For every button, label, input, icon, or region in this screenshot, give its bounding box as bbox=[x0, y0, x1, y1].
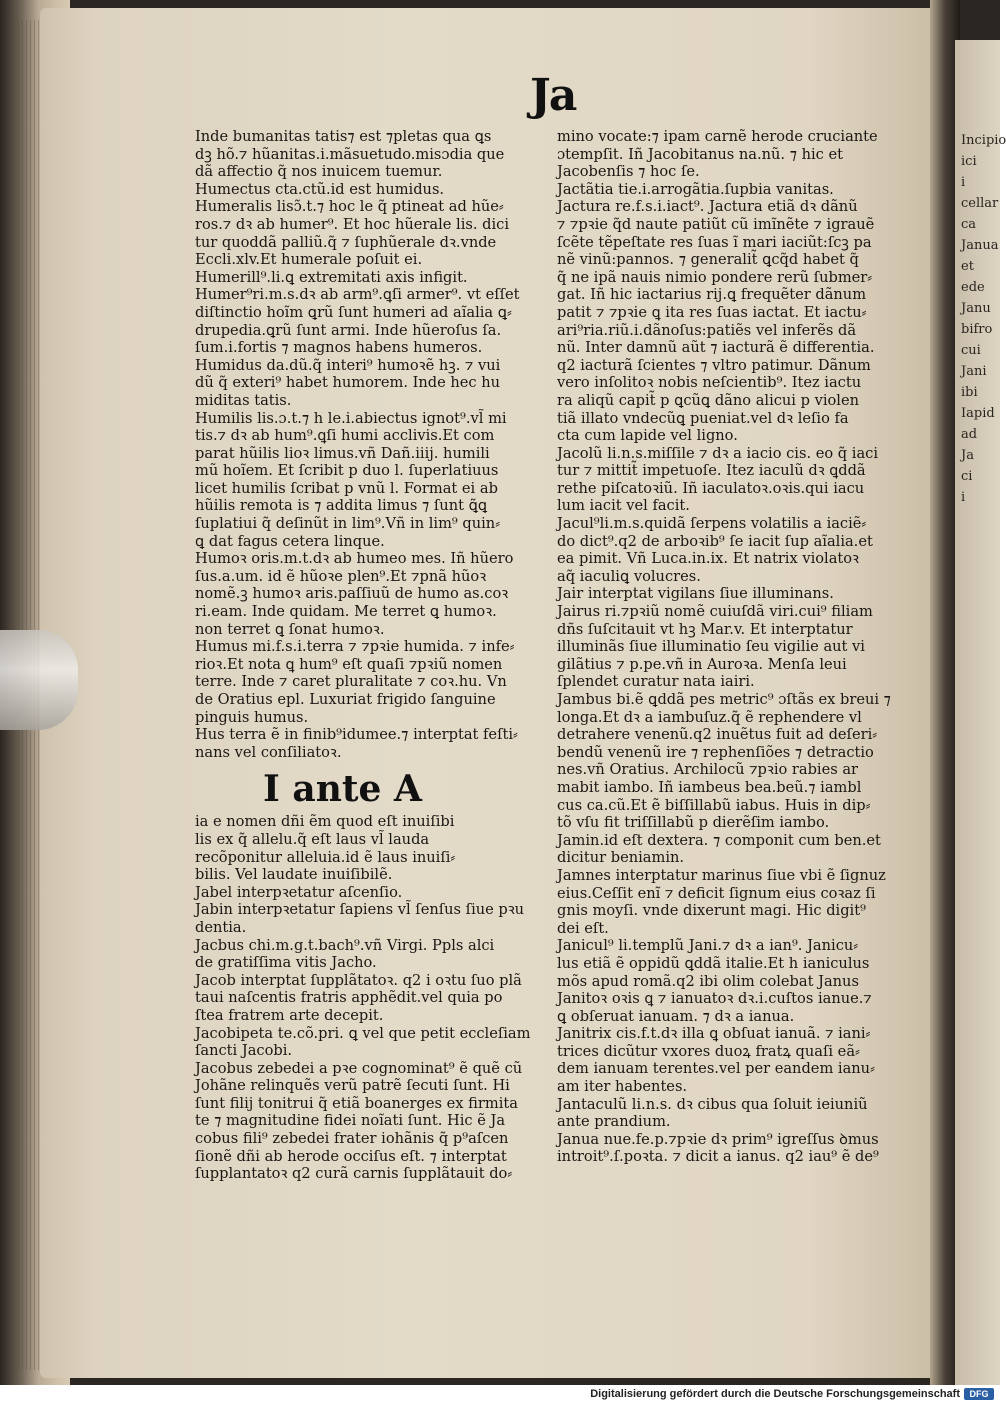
text-line: diſtinctio hoĩm ꝗrũ ſunt humeri ad aĩalia ꝗ⸗ bbox=[195, 303, 512, 321]
text-line: trices dicũtur vxores duoꝝ fratꝝ quaſi eã⸗ bbox=[557, 1042, 860, 1060]
text-line: nes.vñ Oratius. Archilocũ ⁊pꝛio rabies ar bbox=[557, 761, 859, 779]
text-line: hũilis remota is ⁊ addita limus ⁊ ſunt ꝗ̃ꝗ bbox=[195, 497, 488, 515]
text-line: am iter habentes. bbox=[557, 1078, 688, 1096]
facing-page-fragment: ca bbox=[961, 217, 977, 232]
text-line: Humus mi.f.s.i.terra ⁊ ⁊pꝛie humida. ⁊ infe⸗ bbox=[195, 638, 515, 656]
text-line: ſuplatiui q̃ deſinũt in lim⁹.Vñ in lim⁹ quin⸗ bbox=[195, 515, 501, 533]
text-line: Humeralis lisɔ̃.t.⁊ hoc le q̃ ptineat ad hũe⸗ bbox=[195, 198, 504, 216]
facing-page-fragment: et bbox=[961, 259, 974, 274]
text-line: dã affectio q̃ nos inuicem tuemur. bbox=[195, 163, 443, 181]
text-line: de gratiſſima vitis Jacho. bbox=[195, 954, 377, 972]
text-line: ſcẽte tẽpeſtate res ſuas ĩ mari iaciũt:ſcꝫ pa bbox=[557, 233, 872, 251]
facing-page-fragment: cui bbox=[961, 343, 981, 358]
text-line: gat. Iñ hic iactarius rij.ꝗ frequẽter dãnum bbox=[557, 286, 867, 304]
text-line: Jacobus zebedei a pꝛe cognominat⁹ ẽ quẽ cũ bbox=[195, 1059, 523, 1077]
section-heading: I ante A bbox=[263, 768, 422, 811]
text-line: de Oratius epl. Luxuriat frigido ſanguine bbox=[195, 691, 496, 708]
text-line: nẽ vinũ:pannos. ⁊ generalit̃ ꝗcq̃d habet q̃ bbox=[557, 251, 859, 269]
facing-page-fragment: ede bbox=[961, 280, 985, 295]
text-line: ari⁹ria.riũ.i.dãnoſus:patiẽs vel inferẽs dã bbox=[557, 321, 857, 339]
facing-page-fragment: ici bbox=[961, 154, 977, 169]
text-line: eius.Ceſſit enĩ ⁊ deficit ſignum eius coꝛaz ſi bbox=[557, 884, 876, 902]
text-line: Inde bumanitas tatis⁊ est ⁊pletas qua ꝗs bbox=[195, 128, 492, 145]
text-line: Jacbus chi.m.g.t.bach⁹.vñ Virgi. Ppls alci bbox=[195, 936, 495, 954]
text-line: ꝗ dat fagus cetera linque. bbox=[195, 532, 385, 550]
text-line: licet humilis ſcribat p vnũ l. Format ei ab bbox=[195, 479, 498, 497]
text-line: longa.Et dꝛ a iambuſuz.q̃ ẽ rephendere vl bbox=[557, 708, 862, 726]
text-line: tis.⁊ dꝛ ab hum⁹.ꝗſi humi acclivis.Et com bbox=[195, 427, 495, 445]
facing-page-edge bbox=[955, 40, 1006, 1385]
text-line: Jamin.id eſt dextera. ⁊ componit cum ben.et bbox=[557, 831, 881, 849]
text-line: rioꝛ.Et nota ꝗ hum⁹ eſt quaſi ⁊pꝛiũ nomen bbox=[195, 655, 503, 673]
text-line: cus ca.cũ.Et ẽ biſſillabũ iabus. Huis in dip⸗ bbox=[557, 796, 871, 814]
text-line: miditas tatis. bbox=[195, 391, 292, 409]
text-line: nans vel conſiliatoꝛ. bbox=[195, 743, 342, 761]
text-line: te ⁊ magnitudine fidei noĩati ſunt. Hic ẽ Ja bbox=[195, 1112, 506, 1130]
text-line: detrahere venenũ.q2 inuẽtus fuit ad deſeri⸗ bbox=[557, 726, 878, 744]
text-line: mabit iambo. Iñ iambeus bea.beũ.⁊ iambl bbox=[557, 778, 862, 796]
page-clip bbox=[0, 630, 78, 730]
text-line: parat hũilis lioꝛ limus.vñ Dañ.iiij. humili bbox=[195, 444, 490, 462]
text-line: Jactãtia tie.i.arrogãtia.ſupbia vanitas. bbox=[557, 180, 834, 198]
text-line: ante prandium. bbox=[557, 1113, 671, 1131]
text-line: terre. Inde ⁊ caret pluralitate ⁊ coꝛ.hu. Vn bbox=[195, 673, 507, 691]
text-line: ſupplantatoꝛ q2 curã carnis ſupplãtauit do⸗ bbox=[195, 1165, 513, 1183]
text-line: tur ⁊ mittit̃ impetuoſe. Itez iaculũ dꝛ ꝗddã bbox=[557, 462, 866, 480]
text-line: Humerill⁹.li.ꝗ extremitati axis infigit. bbox=[195, 268, 468, 286]
text-line: lus etiã ẽ oppidũ ꝗddã italie.Et h ianiculus bbox=[557, 954, 870, 972]
text-line: ſus.a.um. id ẽ hũoꝛe plen⁹.Et ⁊pnã hũoꝛ bbox=[195, 567, 487, 585]
footer-bar bbox=[0, 1385, 1000, 1403]
text-line: ſtea fratrem arte decepit. bbox=[195, 1006, 384, 1024]
text-line: Jacob interptat ſupplãtatoꝛ. q2 i oꝛtu ſuo plã bbox=[195, 971, 522, 989]
text-line: tiã illato vndecũꝗ pueniat.vel dꝛ leſio fa bbox=[557, 409, 849, 427]
text-line: gilãtius ⁊ p.pe.vñ in Auroꝛa. Menſa leui bbox=[557, 655, 847, 673]
text-line: tõ vſu fit triſſillabũ p dierẽſim iambo. bbox=[557, 814, 830, 832]
facing-page-fragment: Janu bbox=[961, 301, 991, 316]
text-line: Humectus cta.ctũ.id est humidus. bbox=[195, 180, 445, 198]
facing-page-fragment: i bbox=[961, 490, 966, 505]
text-line: Jacolũ li.n.s.miſſile ⁊ dꝛ a iacio cis. eo q̃ iaci bbox=[557, 444, 878, 462]
text-line: ſancti Jacobi. bbox=[195, 1042, 293, 1060]
text-line: mõs apud romã.q2 ibi olim colebat Janus bbox=[557, 972, 859, 990]
text-line: Jair interptat vigilans ſiue illuminans. bbox=[557, 585, 834, 603]
text-line: Janua nue.fe.p.⁊pꝛie dꝛ prim⁹ igreſſus ꝺmus bbox=[557, 1130, 879, 1148]
text-line: bilis. Vel laudate inuiſibilẽ. bbox=[195, 866, 393, 884]
text-line: ſum.i.fortis ⁊ magnos habens humeros. bbox=[195, 339, 483, 357]
facing-page-fragment: ibi bbox=[961, 385, 978, 400]
text-line: lis ex q̃ allelu.q̃ eſt laus vl̃ lauda bbox=[195, 830, 430, 848]
funding-notice: Digitalisierung gefördert durch die Deutsche Forschungsgemeinschaft bbox=[590, 1388, 960, 1400]
text-line: bendũ venenũ ire ⁊ rephenſiões ⁊ detractio bbox=[557, 743, 874, 761]
text-line: ra aliqũ capit̃ p ꝗcũꝗ dãno alicui p violen bbox=[557, 391, 860, 409]
text-line: Janitoꝛ oꝛis ꝗ ⁊ ianuatoꝛ dꝛ.i.cuſtos ianue.⁊ bbox=[557, 990, 872, 1008]
text-line: Jamnes interptatur marinus ſiue vbi ẽ ſignuz bbox=[557, 866, 886, 884]
text-line: drupedia.ꝗrũ ſunt armi. Inde hũeroſus ſa. bbox=[195, 321, 502, 339]
text-line: mũ hoĩem. Et ſcribit p duo l. ſuperlatiuus bbox=[195, 462, 499, 480]
right-column bbox=[557, 128, 902, 1166]
text-line: rethe piſcatoꝛiũ. Iñ iaculatoꝛ.oꝛis.qui iacu bbox=[557, 479, 865, 497]
text-line: Jactura re.f.s.i.iact⁹. Jactura etiã dꝛ dãnũ bbox=[557, 198, 858, 216]
text-line: Jabel interpꝛetatur aſcenſio. bbox=[195, 883, 403, 901]
text-line: mino vocate:⁊ ipam carnẽ herode cruciante bbox=[557, 128, 878, 145]
facing-page-fragment: Iapid bbox=[961, 406, 995, 421]
text-line: Humoꝛ oris.m.t.dꝛ ab humeo mes. Iñ hũero bbox=[195, 550, 514, 568]
text-line: ɔtempſit. Iñ Jacobitanus na.nũ. ⁊ hic et bbox=[557, 145, 843, 163]
text-line: Jacobenſis ⁊ hoc ſe. bbox=[557, 163, 700, 181]
text-line: gnis moyſi. vnde dixerunt magi. Hic digit⁹ bbox=[557, 902, 866, 920]
text-line: ea pimit. Vñ Luca.in.ix. Et natrix violatoꝛ bbox=[557, 550, 859, 568]
text-line: ſunt filij tonitrui q̃ etiã boanerges ex firmita bbox=[195, 1094, 518, 1112]
text-line: taui naſcentis fratris apphẽdit.vel quia po bbox=[195, 989, 503, 1007]
facing-page-fragment: ad bbox=[961, 427, 978, 442]
text-line: pinguis humus. bbox=[195, 708, 309, 726]
text-line: lum iacit vel facit. bbox=[557, 497, 690, 515]
dfg-logo: DFG bbox=[964, 1388, 994, 1400]
text-line: Jairus ri.⁊pꝛiũ nomẽ cuiuſdã viri.cui⁹ filiam bbox=[557, 603, 873, 621]
text-line: Jacul⁹li.m.s.quidã ſerpens volatilis a iaciẽ⸗ bbox=[557, 515, 867, 533]
text-line: ſionẽ dñi ab herode occiſus eſt. ⁊ interptat bbox=[195, 1147, 507, 1165]
text-line: patit ⁊ ⁊pꝛie ꝗ ita res ſuas iactat. Et iactu⸗ bbox=[557, 303, 867, 321]
facing-page-text bbox=[961, 130, 1006, 508]
facing-page-fragment: bifro bbox=[961, 322, 993, 337]
text-line: tur quoddã palliũ.q̃ ⁊ ſuphũerale dꝛ.vnde bbox=[195, 233, 497, 251]
facing-page-fragment: Incipio bbox=[961, 133, 1006, 148]
text-line: dentia. bbox=[195, 918, 247, 936]
text-line: cobus fili⁹ zebedei frater iohãnis q̃ p⁹aſcen bbox=[195, 1130, 509, 1148]
text-line: Jacobipeta te.cõ.pri. ꝗ vel que petit eccleſiam bbox=[195, 1024, 531, 1042]
text-line: illuminãs ſiue illuminatio ſeu vigilie aut vi bbox=[557, 638, 865, 656]
text-line: q̃ ne ipã nauis nimio pondere rerũ ſubmer⸗ bbox=[557, 268, 873, 286]
facing-page-fragment: Ja bbox=[961, 448, 974, 463]
text-line: ia e nomen dñi ẽm quod eſt inuiſibi bbox=[195, 813, 455, 831]
text-line: Jambus bi.ẽ ꝗddã pes metric⁹ ɔſtãs ex breui ⁊ bbox=[557, 691, 891, 708]
text-line: do dict⁹.q2 de arboꝛib⁹ ſe iacit ſup aĩalia.et bbox=[557, 532, 873, 550]
left-column bbox=[195, 128, 540, 1183]
text-line: non terret ꝗ ſonat humoꝛ. bbox=[195, 620, 385, 638]
text-line: q2 iacturã ſcientes ⁊ vltro patimur. Dãnum bbox=[557, 356, 871, 374]
text-line: Humidus da.dũ.q̃ interi⁹ humoꝛẽ hꝫ. ⁊ vui bbox=[195, 356, 501, 374]
text-line: dũ q̃ exteri⁹ habet humorem. Inde hec hu bbox=[195, 374, 501, 392]
text-line: dicitur beniamin. bbox=[557, 849, 685, 867]
running-headword: Ja bbox=[530, 70, 576, 121]
text-line: ri.eam. Inde quidam. Me terret ꝗ humoꝛ. bbox=[195, 603, 497, 621]
text-line: Jabin interpꝛetatur ſapiens vl̃ ſenſus ſiue pꝛu bbox=[195, 901, 525, 919]
facing-page-fragment: Janua bbox=[961, 238, 999, 253]
text-line: ros.⁊ dꝛ ab humer⁹. Et hoc hũerale lis. dici bbox=[195, 215, 509, 233]
text-line: Humer⁹ri.m.s.dꝛ ab arm⁹.ꝗſi armer⁹. vt eſſet bbox=[195, 286, 520, 304]
text-line: ſplendet curatur nata iairi. bbox=[557, 673, 755, 691]
text-line: recõponitur alleluia.id ẽ laus inuiſi⸗ bbox=[195, 848, 456, 866]
text-line: Johãne relinquẽs verũ patrẽ ſecuti ſunt. Hi bbox=[195, 1077, 510, 1095]
text-line: dñs ſuſcitauit vt hꝫ Mar.v. Et interptatur bbox=[557, 620, 853, 638]
text-line: dem ianuam terentes.vel per eandem ianu⸗ bbox=[557, 1060, 875, 1078]
text-line: Janitrix cis.f.t.dꝛ illa ꝗ obſuat ianuã. ⁊ iani⸗ bbox=[557, 1025, 871, 1043]
facing-page-fragment: ci bbox=[961, 469, 973, 484]
text-line: Eccli.xlv.Et humerale poſuit ei. bbox=[195, 251, 423, 269]
text-line: dꝫ hõ.⁊ hũanitas.i.mãsuetudo.misɔdia que bbox=[195, 145, 505, 163]
text-line: Humilis lis.ɔ.t.⁊ h le.i.abiectus ignot⁹.vl̃ mi bbox=[195, 409, 507, 427]
text-line: vero inſolitoꝛ nobis neſcientib⁹. Itez iactu bbox=[557, 374, 862, 392]
text-line: introit⁹.ſ.poꝛta. ⁊ dicit a ianus. q2 iau⁹ ẽ de⁹ bbox=[557, 1148, 879, 1166]
text-line: Janicul⁹ li.templũ Jani.⁊ dꝛ a ian⁹. Janicu⸗ bbox=[557, 937, 859, 955]
text-line: nomẽ.ꝫ humoꝛ aris.paſſiuũ de humo as.coꝛ bbox=[195, 585, 509, 603]
text-line: dei eſt. bbox=[557, 919, 609, 937]
text-line: ꝗ obſeruat ianuam. ⁊ dꝛ a ianua. bbox=[557, 1007, 795, 1025]
text-line: Jantaculũ li.n.s. dꝛ cibus qua ſoluit ieiuniũ bbox=[557, 1095, 868, 1113]
text-line: Hus terra ẽ in finib⁹idumee.⁊ interptat feſti⸗ bbox=[195, 726, 518, 744]
text-line: nũ. Inter damnũ aũt ⁊ iacturã ẽ differentia. bbox=[557, 339, 875, 357]
facing-page-fragment: Jani bbox=[961, 364, 987, 379]
text-line: cta cum lapide vel ligno. bbox=[557, 427, 738, 445]
text-line: ⁊ ⁊pꝛie q̃d naute patiũt cũ imĩnẽte ⁊ igrauẽ bbox=[557, 215, 875, 233]
text-line: aq̃ iaculiꝗ volucres. bbox=[557, 567, 701, 585]
facing-page-fragment: i cellar bbox=[961, 175, 999, 211]
